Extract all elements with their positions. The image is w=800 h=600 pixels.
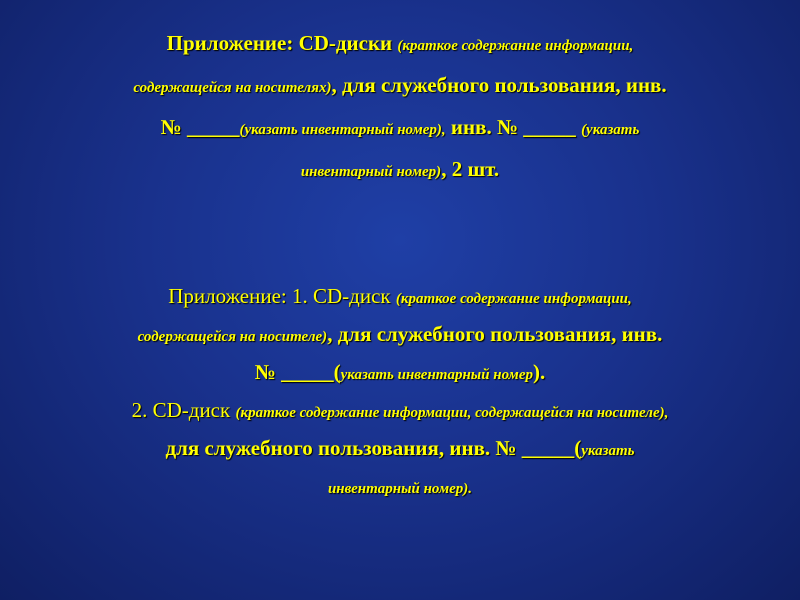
- block1-line3: [14, 106, 786, 148]
- block2-line2: [14, 315, 786, 353]
- block2-line4-main: 2. CD-диск: [131, 398, 236, 422]
- block2-line3-main: № _____(: [254, 360, 341, 384]
- block2-line6: [14, 467, 786, 505]
- block2-line5-main: для служебного пользования, инв. № _____(: [165, 436, 582, 460]
- block1-line3-note: (указать инвентарный номер),: [239, 122, 446, 138]
- block2-line5-note: указать: [581, 443, 635, 459]
- block2-line3-note: указать инвентарный номер: [340, 367, 533, 383]
- block1-line3-main: № _____: [160, 115, 240, 139]
- block2-line3-end: ).: [532, 360, 546, 384]
- block1-line3-note2: (указать: [581, 122, 640, 138]
- block1-line2: [14, 64, 786, 106]
- block2-line2-note: содержащейся на носителе): [137, 329, 328, 345]
- block2-line1-note: (краткое содержание информации,: [395, 291, 632, 307]
- block2-line1-main: Приложение: 1. CD-диск: [168, 284, 396, 308]
- block2-line5: [14, 429, 786, 467]
- block2-line3: [14, 353, 786, 391]
- block1-line1: [14, 22, 786, 64]
- block1-line1-main: Приложение: CD-диски: [166, 31, 398, 55]
- block2-line4-note: (краткое содержание информации, содержащейся на носителе),: [235, 405, 669, 421]
- block1-line3-main2: инв. № _____: [445, 115, 582, 139]
- block1-line4: [14, 148, 786, 190]
- block1-line4-note: инвентарный номер): [300, 164, 442, 180]
- block1-line1-note: (краткое содержание информации,: [397, 38, 634, 54]
- attachment-block-first: [14, 22, 786, 190]
- block2-line4: [14, 391, 786, 429]
- block1-line2-main: , для служебного пользования, инв.: [331, 73, 667, 97]
- block1-line4-main: , 2 шт.: [441, 157, 500, 181]
- block2-line6-note: инвентарный номер).: [327, 481, 473, 497]
- block1-line2-note: содержащейся на носителях): [133, 80, 332, 96]
- block2-line1: [14, 277, 786, 315]
- block2-line2-main: , для служебного пользования, инв.: [327, 322, 663, 346]
- attachment-block-second: [14, 277, 786, 505]
